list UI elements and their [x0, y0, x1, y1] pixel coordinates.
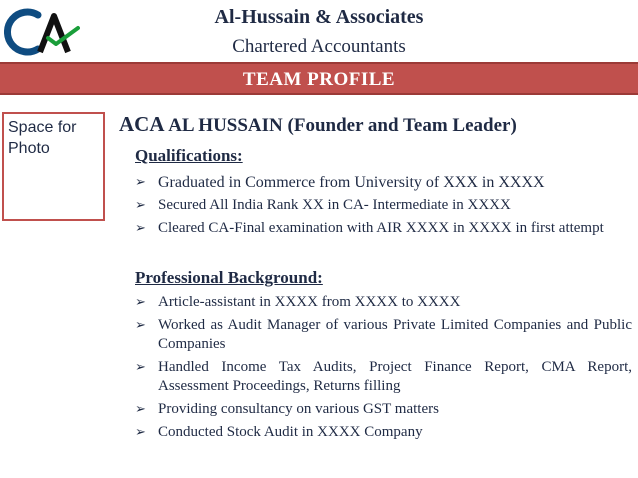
list-item: ➢ Cleared CA-Final examination with AIR XXXX in XXXX in first attempt: [135, 220, 604, 236]
arrow-bullet-icon: ➢: [135, 221, 146, 236]
list-item: ➢ Providing consultancy on various GST matters: [135, 401, 439, 417]
photo-placeholder-line2: Photo: [8, 140, 50, 157]
professional-background-heading: Professional Background:: [135, 268, 323, 287]
person-name-rest: AL HUSSAIN (Founder and Team Leader): [168, 115, 517, 136]
arrow-bullet-icon: ➢: [135, 425, 146, 440]
arrow-bullet-icon: ➢: [135, 295, 146, 310]
header: [0, 0, 638, 62]
person-prefix: ACA: [119, 112, 165, 136]
title-banner: [0, 62, 638, 95]
photo-placeholder: [2, 112, 105, 221]
qualifications-heading: Qualifications:: [135, 146, 243, 165]
person-name: [119, 112, 517, 137]
qualifications-list: [135, 173, 630, 242]
list-item: ➢ Article-assistant in XXXX from XXXX to XXXX: [135, 294, 461, 310]
arrow-bullet-icon: ➢: [135, 175, 146, 190]
list-item: ➢ Secured All India Rank XX in CA- Intermediate in XXXX: [135, 197, 511, 213]
arrow-bullet-icon: ➢: [135, 402, 146, 417]
list-item: ➢ Handled Income Tax Audits, Project Finance Report, CMA Report, Assessment Proceedings, Returns filling: [135, 359, 632, 394]
arrow-bullet-icon: ➢: [135, 318, 146, 333]
list-item: ➢ Worked as Audit Manager of various Private Limited Companies and Public Companies: [135, 317, 632, 352]
banner-title: TEAM PROFILE: [242, 69, 396, 90]
firm-subtitle: Chartered Accountants: [232, 36, 406, 57]
list-item: ➢ Conducted Stock Audit in XXXX Company: [135, 424, 423, 440]
list-item: ➢ Graduated in Commerce from University of XXX in XXXX: [135, 174, 545, 191]
professional-background-list: [135, 293, 632, 446]
arrow-bullet-icon: ➢: [135, 360, 146, 375]
arrow-bullet-icon: ➢: [135, 198, 146, 213]
photo-placeholder-line1: Space for: [8, 119, 77, 136]
firm-name: Al-Hussain & Associates: [214, 6, 424, 28]
